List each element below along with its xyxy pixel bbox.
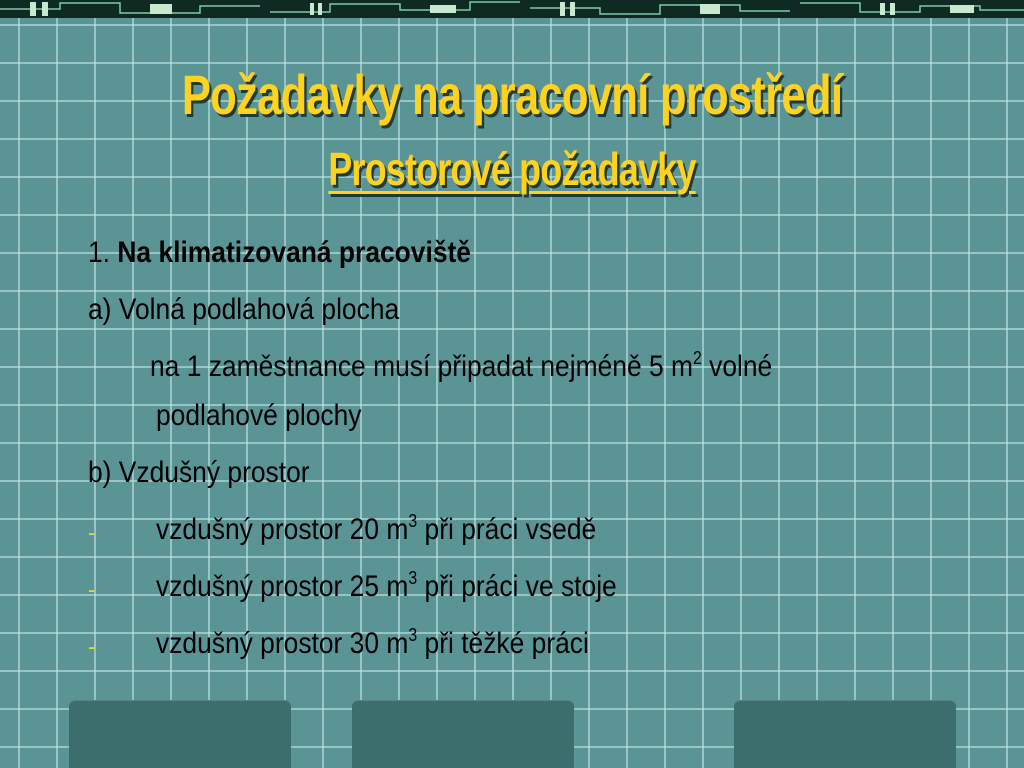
superscript: 3 — [408, 568, 418, 588]
bullet-text-end: při těžké práci — [417, 627, 589, 660]
superscript: 3 — [408, 625, 418, 645]
list-item — [156, 570, 617, 604]
slide-title: Požadavky na pracovní prostředí — [181, 63, 843, 126]
bullet-text-end: při práci vsedě — [417, 513, 597, 546]
item-number: 1. — [88, 236, 111, 269]
section-b-label: b) Vzdušný prostor — [88, 456, 310, 489]
section-a-label: a) Volná podlahová plocha — [88, 293, 400, 326]
slide-subtitle: Prostorové požadavky — [328, 143, 696, 195]
bullet-marker: - — [88, 577, 96, 602]
bullet-text-end: při práci ve stoje — [417, 570, 617, 603]
bullet-marker: - — [88, 634, 96, 659]
bullet-text: vzdušný prostor 25 m — [156, 570, 409, 603]
footer-panel-left — [69, 700, 291, 768]
detail-text-end: volné — [701, 350, 773, 383]
footer-panel-center — [352, 700, 574, 768]
list-item-1 — [88, 236, 471, 270]
list-item — [156, 627, 589, 661]
bullet-marker: - — [88, 520, 96, 545]
circuit-pattern-icon — [0, 0, 1024, 18]
superscript: 3 — [408, 511, 418, 531]
superscript: 2 — [692, 348, 702, 368]
detail-text: na 1 zaměstnance musí připadat nejméně 5 m — [150, 350, 693, 383]
circuit-board-banner — [0, 0, 1024, 18]
bullet-text: vzdušný prostor 30 m — [156, 627, 409, 660]
footer-panel-right — [734, 700, 956, 768]
item-heading: Na klimatizovaná pracoviště — [117, 236, 471, 269]
bullet-text: vzdušný prostor 20 m — [156, 513, 409, 546]
section-a-detail — [150, 350, 772, 384]
section-a-detail-line2: podlahové plochy — [156, 399, 362, 432]
list-item — [156, 513, 596, 547]
